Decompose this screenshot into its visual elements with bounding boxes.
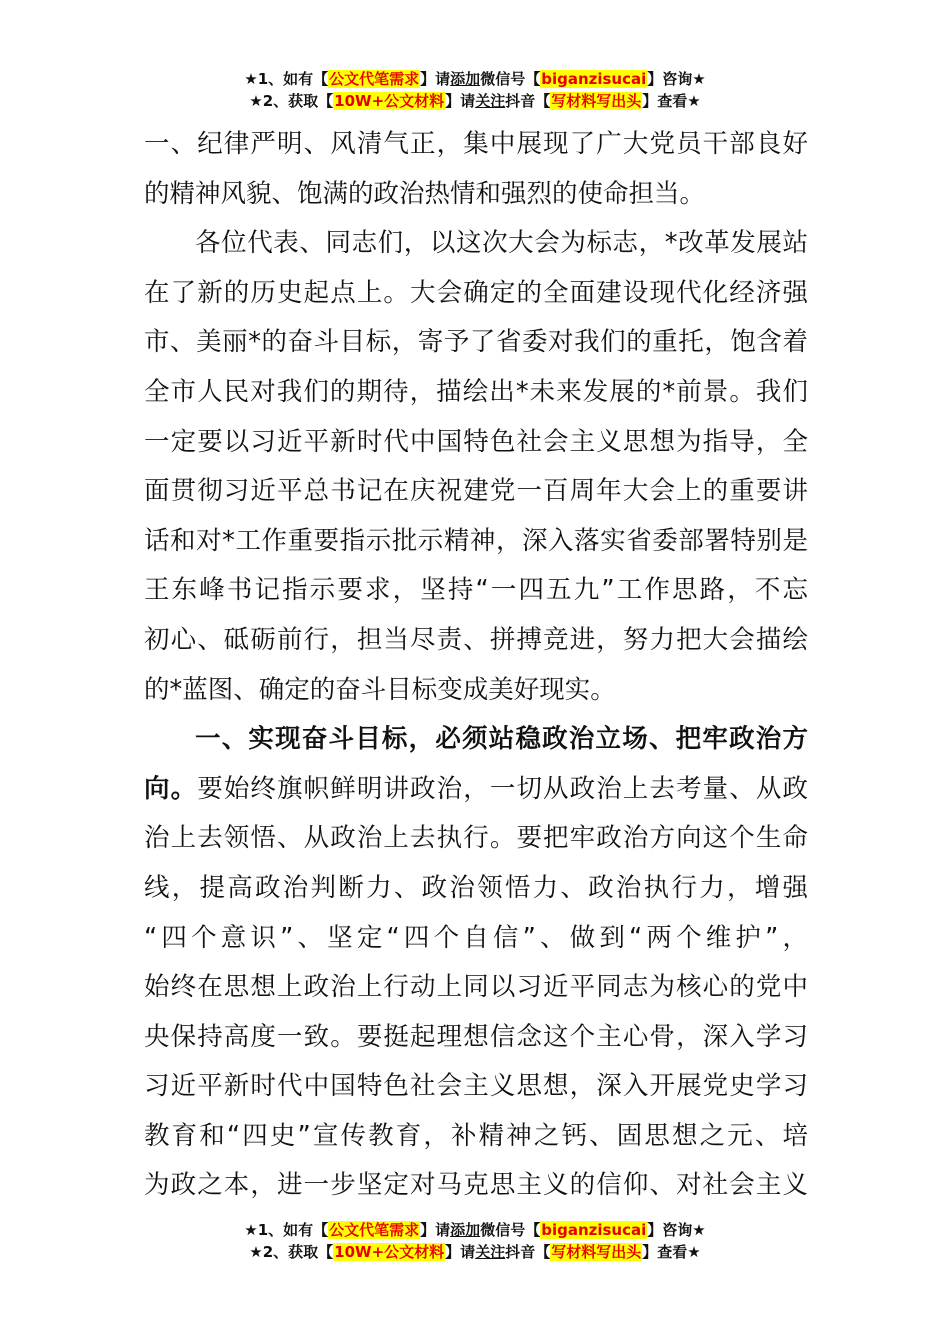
section-heading-end: 向。 xyxy=(144,773,198,804)
body-line: 的*蓝图、确定的奋斗目标变成美好现实。 xyxy=(144,674,616,705)
banner-text: 】咨询 xyxy=(647,70,693,88)
banner-text: 】查看 xyxy=(642,1243,688,1261)
banner-text: 1、如有【 xyxy=(257,1221,329,1239)
body-line: 全市人民对我们的期待，描绘出*未来发展的*前景。我们 xyxy=(144,376,808,407)
body-line: 各位代表、同志们，以这次大会为标志，*改革发展站 xyxy=(195,228,808,259)
star-icon: ★ xyxy=(687,1243,701,1261)
star-icon: ★ xyxy=(692,70,706,88)
highlight-wechat-id: biganzisucai xyxy=(541,70,647,88)
highlight-writing-service: 公文代笔需求 xyxy=(329,1221,420,1239)
body-line: 线，提高政治判断力、政治领悟力、政治执行力，增强 xyxy=(144,872,808,903)
banner-text: 】查看 xyxy=(642,92,688,110)
highlight-materials: 10W+公文材料 xyxy=(334,1243,445,1261)
highlight-douyin-account: 写材料写出头 xyxy=(551,1243,642,1261)
body-line: 为政之本，进一步坚定对马克思主义的信仰、对社会主义 xyxy=(144,1170,808,1201)
banner-text: 抖音【 xyxy=(505,1243,551,1261)
top-banner xyxy=(0,68,950,112)
banner-text: 微信号【 xyxy=(480,1221,541,1239)
highlight-materials: 10W+公文材料 xyxy=(334,92,445,110)
body-line: 一、纪律严明、风清气正，集中展现了广大党员干部良好 xyxy=(144,129,808,159)
body-line: 面贯彻习近平总书记在庆祝建党一百周年大会上的重要讲 xyxy=(144,476,808,507)
body-line: 的精神风貌、饱满的政治热情和强烈的使命担当。 xyxy=(144,178,706,209)
body-line: 市、美丽*的奋斗目标，寄予了省委对我们的重托，饱含着 xyxy=(144,327,808,358)
section-text: 要始终旗帜鲜明讲政治，一切从政治上去考量、从政 xyxy=(197,773,808,804)
body-line: 教育和“四史”宣传教育，补精神之钙、固思想之元、培 xyxy=(144,1120,808,1151)
banner-emphasis: 关注 xyxy=(475,1243,506,1261)
banner-text: 】请 xyxy=(445,1243,476,1261)
banner-text: 2、获取【 xyxy=(262,92,334,110)
banner-text: 】请 xyxy=(420,1221,451,1239)
banner-text: 2、获取【 xyxy=(262,1243,334,1261)
banner-emphasis: 关注 xyxy=(475,92,506,110)
banner-text: 抖音【 xyxy=(505,92,551,110)
body-line: 始终在思想上政治上行动上同以习近平同志为核心的党中 xyxy=(144,972,808,1003)
body-line: 王东峰书记指示要求，坚持“一四五九”工作思路，不忘 xyxy=(144,575,808,606)
body-line: 一定要以习近平新时代中国特色社会主义思想为指导，全 xyxy=(144,426,808,457)
banner-text: 微信号【 xyxy=(480,70,541,88)
star-icon: ★ xyxy=(249,92,263,110)
star-icon: ★ xyxy=(692,1221,706,1239)
star-icon: ★ xyxy=(244,70,258,88)
banner-text: 】咨询 xyxy=(647,1221,693,1239)
body-line: “四个意识”、坚定“四个自信”、做到“两个维护”， xyxy=(144,922,808,953)
banner-text: 】请 xyxy=(420,70,451,88)
banner-emphasis: 添加 xyxy=(450,70,481,88)
section-line-first xyxy=(144,765,808,815)
body-line: 话和对*工作重要指示批示精神，深入落实省委部署特别是 xyxy=(144,525,808,556)
banner-text: 1、如有【 xyxy=(257,70,329,88)
document-body xyxy=(144,120,808,1211)
banner-line-1 xyxy=(0,1219,950,1241)
body-line: 初心、砥砺前行，担当尽责、拼搏竞进，努力把大会描绘 xyxy=(144,624,808,655)
banner-line-2 xyxy=(0,1241,950,1263)
highlight-douyin-account: 写材料写出头 xyxy=(551,92,642,110)
body-line: 在了新的历史起点上。大会确定的全面建设现代化经济强 xyxy=(144,277,808,308)
banner-text: 】请 xyxy=(445,92,476,110)
bottom-banner xyxy=(0,1219,950,1263)
body-line: 央保持高度一致。要挺起理想信念这个主心骨，深入学习 xyxy=(144,1021,808,1052)
star-icon: ★ xyxy=(244,1221,258,1239)
body-line: 习近平新时代中国特色社会主义思想，深入开展党史学习 xyxy=(144,1071,808,1102)
section-heading: 一、实现奋斗目标，必须站稳政治立场、把牢政治方 xyxy=(195,724,808,755)
banner-line-2 xyxy=(0,90,950,112)
star-icon: ★ xyxy=(249,1243,263,1261)
body-line: 治上去领悟、从政治上去执行。要把牢政治方向这个生命 xyxy=(144,823,808,854)
banner-emphasis: 添加 xyxy=(450,1221,481,1239)
highlight-wechat-id: biganzisucai xyxy=(541,1221,647,1239)
banner-line-1 xyxy=(0,68,950,90)
highlight-writing-service: 公文代笔需求 xyxy=(329,70,420,88)
star-icon: ★ xyxy=(687,92,701,110)
